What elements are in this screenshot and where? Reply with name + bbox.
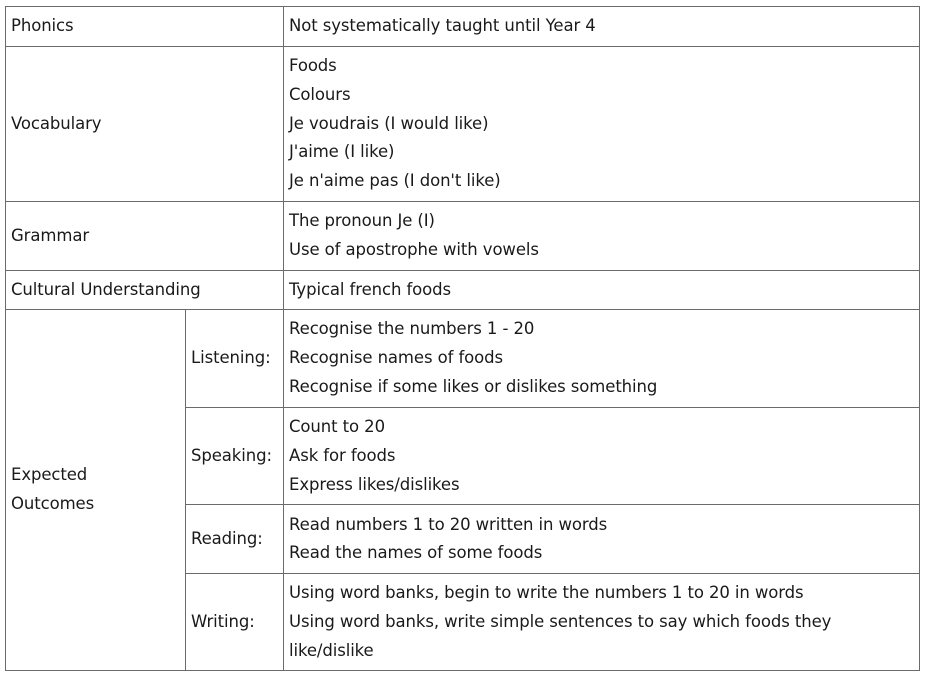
sub-label-text: Reading: [191, 528, 263, 548]
sub-label-text: Speaking: [191, 445, 272, 465]
row-content-phonics [284, 7, 920, 47]
list-item: J'aime (I like) [289, 142, 395, 162]
list-item: Read numbers 1 to 20 written in words [289, 514, 608, 534]
sub-label-text: Writing: [191, 611, 255, 631]
row-label-text: Cultural Understanding [11, 279, 201, 299]
row-label-text: Expected [11, 465, 88, 485]
row-content-grammar [284, 202, 920, 271]
list-item: Use of apostrophe with vowels [289, 240, 539, 259]
list-item: Ask for foods [289, 445, 396, 465]
sub-label-reading [186, 505, 284, 574]
row-label-text: Phonics [11, 16, 74, 36]
list-item: Typical french foods [289, 279, 452, 299]
table-row-cultural [6, 271, 920, 310]
row-content-speaking [284, 408, 920, 505]
list-item: Using word banks, write simple sentences to say which foods they like/dislike [289, 612, 832, 660]
list-item: Not systematically taught until Year 4 [289, 16, 596, 36]
row-label-cultural [6, 271, 284, 310]
list-item: Je voudrais (I would like) [289, 113, 489, 133]
row-content-vocabulary [284, 47, 920, 202]
list-item: Express likes/dislikes [289, 474, 460, 494]
curriculum-table [5, 6, 920, 671]
sub-label-speaking [186, 408, 284, 505]
row-content-writing [284, 574, 920, 671]
row-label-text: Outcomes [11, 494, 95, 514]
table-row-phonics [6, 7, 920, 47]
row-label-vocabulary [6, 47, 284, 202]
sub-label-writing [186, 574, 284, 671]
list-item: Recognise names of foods [289, 348, 504, 368]
row-label-text: Vocabulary [11, 113, 102, 133]
list-item: Foods [289, 56, 337, 75]
list-item: The pronoun Je (I) [289, 211, 435, 231]
row-content-cultural [284, 271, 920, 310]
row-content-listening [284, 310, 920, 408]
list-item: Read the names of some foods [289, 543, 543, 563]
row-content-reading [284, 505, 920, 574]
table-row-vocabulary [6, 47, 920, 202]
list-item: Recognise the numbers 1 - 20 [289, 319, 535, 339]
list-item: Je n'aime pas (I don't like) [289, 171, 501, 191]
row-label-phonics [6, 7, 284, 47]
table-row-listening [6, 310, 920, 408]
list-item: Count to 20 [289, 417, 385, 436]
table-row-grammar [6, 202, 920, 271]
row-label-grammar [6, 202, 284, 271]
sub-label-listening [186, 310, 284, 408]
list-item: Using word banks, begin to write the numbers 1 to 20 in words [289, 583, 804, 603]
list-item: Colours [289, 84, 351, 104]
row-label-text: Grammar [11, 225, 90, 245]
list-item: Recognise if some likes or dislikes something [289, 376, 658, 396]
sub-label-text: Listening: [191, 348, 271, 368]
row-label-outcomes [6, 310, 186, 671]
